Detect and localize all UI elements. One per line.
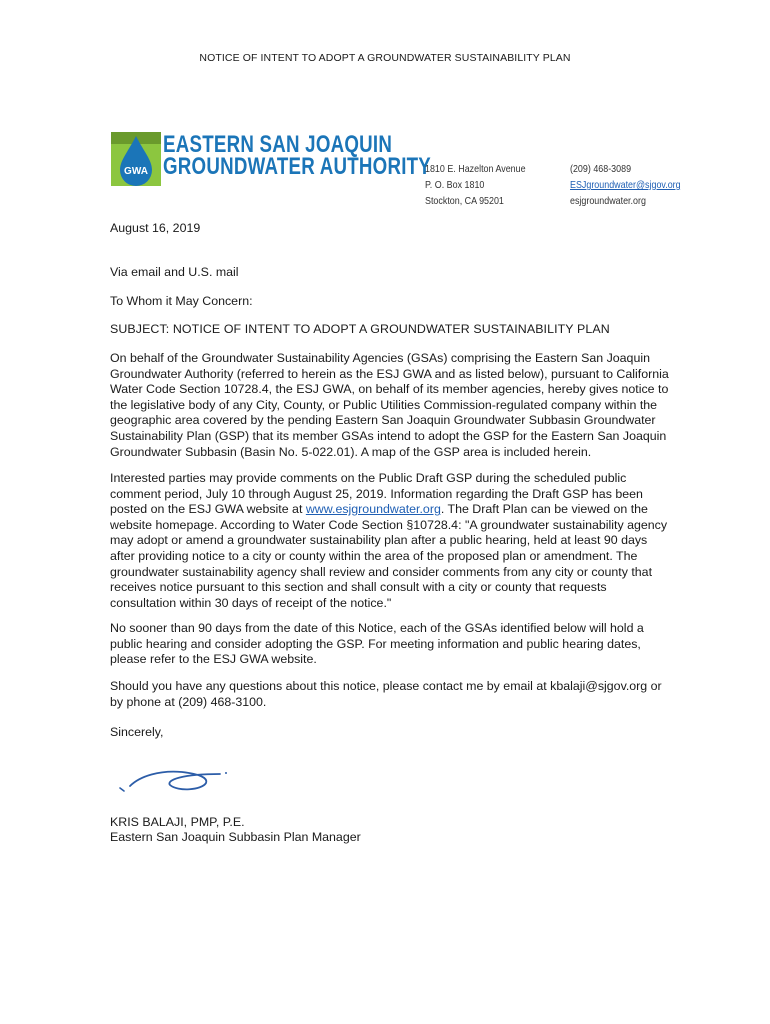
paragraph-1: On behalf of the Groundwater Sustainability Agencies (GSAs) comprising the Eastern San Joaquin Groundwater Authority (referred to herein as the ESJ GWA and as listed below), pursuant to California Water Code Section 10728.4, the ESJ GWA, on behalf of its member agencies, hereby gives notice to the legislative body of any City, County, or Public Utilities Commission-regulated company within the geographic area covered by the pending Eastern San Joaquin Groundwater Subbasin Groundwater Sustainability Plan (GSP) that its member GSAs intend to adopt the GSP for the Eastern San Joaquin Groundwater Subbasin (Basin No. 5-022.01). A map of the GSP area is included herein. xyxy=(110,351,669,459)
signature-image xyxy=(112,758,232,798)
signer-title: Eastern San Joaquin Subbasin Plan Manager xyxy=(110,830,361,844)
delivery-method: Via email and U.S. mail xyxy=(110,265,239,279)
logo-line-1: EASTERN SAN JOAQUIN xyxy=(163,131,393,158)
paragraph-2-intro: Interested parties may provide comments on the Public Draft GSP during the scheduled public comment period, July 10 through August 25, 2019. Information regarding the Draft GSP has been posted on the ESJ GWA website at xyxy=(110,471,643,517)
page-header-title: NOTICE OF INTENT TO ADOPT A GROUNDWATER SUSTAINABILITY PLAN xyxy=(199,52,571,64)
closing: Sincerely, xyxy=(110,725,164,739)
contact-block xyxy=(570,161,681,209)
paragraph-4: Should you have any questions about this notice, please contact me by email at kbalaji@sjgov.org or by phone at (209) 468-3100. xyxy=(110,679,662,709)
address-city: Stockton, CA 95201 xyxy=(425,195,504,207)
paragraph-2 xyxy=(110,471,670,611)
contact-phone: (209) 468-3089 xyxy=(570,163,632,175)
subject-line: SUBJECT: NOTICE OF INTENT TO ADOPT A GROUNDWATER SUSTAINABILITY PLAN xyxy=(110,322,610,336)
website-link[interactable]: www.esjgroundwater.org xyxy=(305,502,441,517)
water-drop-logo-icon xyxy=(110,130,162,190)
address-street: 1810 E. Hazelton Avenue xyxy=(425,163,526,175)
paragraph-3: No sooner than 90 days from the date of this Notice, each of the GSAs identified below will hold a public hearing and consider adopting the GSP. For meeting information and public hearing dates, please refer to the ESJ GWA website. xyxy=(110,621,644,667)
letter-date: August 16, 2019 xyxy=(110,221,201,235)
address-po-box: P. O. Box 1810 xyxy=(425,179,485,191)
contact-email-link[interactable]: ESJgroundwater@sjgov.org xyxy=(570,179,681,191)
esj-gwa-logo xyxy=(110,130,432,190)
paragraph-2-rest: . The Draft Plan can be viewed on the website homepage. According to Water Code Section §10728.4: "A groundwater sustainability agency may adopt or amend a groundwater sustainability plan after a public hearing, held at least 90 days after providing notice to a city or county within the area of the proposed plan or amendment. The groundwater sustainability agency shall review and consider comments from any city or county that receives notice pursuant to this section and shall consult with a city or county that requests consultation within 30 days of receipt of the notice." xyxy=(110,502,668,610)
contact-website: esjgroundwater.org xyxy=(570,195,646,207)
signer-name: KRIS BALAJI, PMP, P.E. xyxy=(110,815,245,829)
logo-drop-text: GWA xyxy=(124,166,148,177)
mailing-address xyxy=(425,161,526,209)
salutation: To Whom it May Concern: xyxy=(110,294,253,308)
logo-line-2: GROUNDWATER AUTHORITY xyxy=(163,153,432,180)
